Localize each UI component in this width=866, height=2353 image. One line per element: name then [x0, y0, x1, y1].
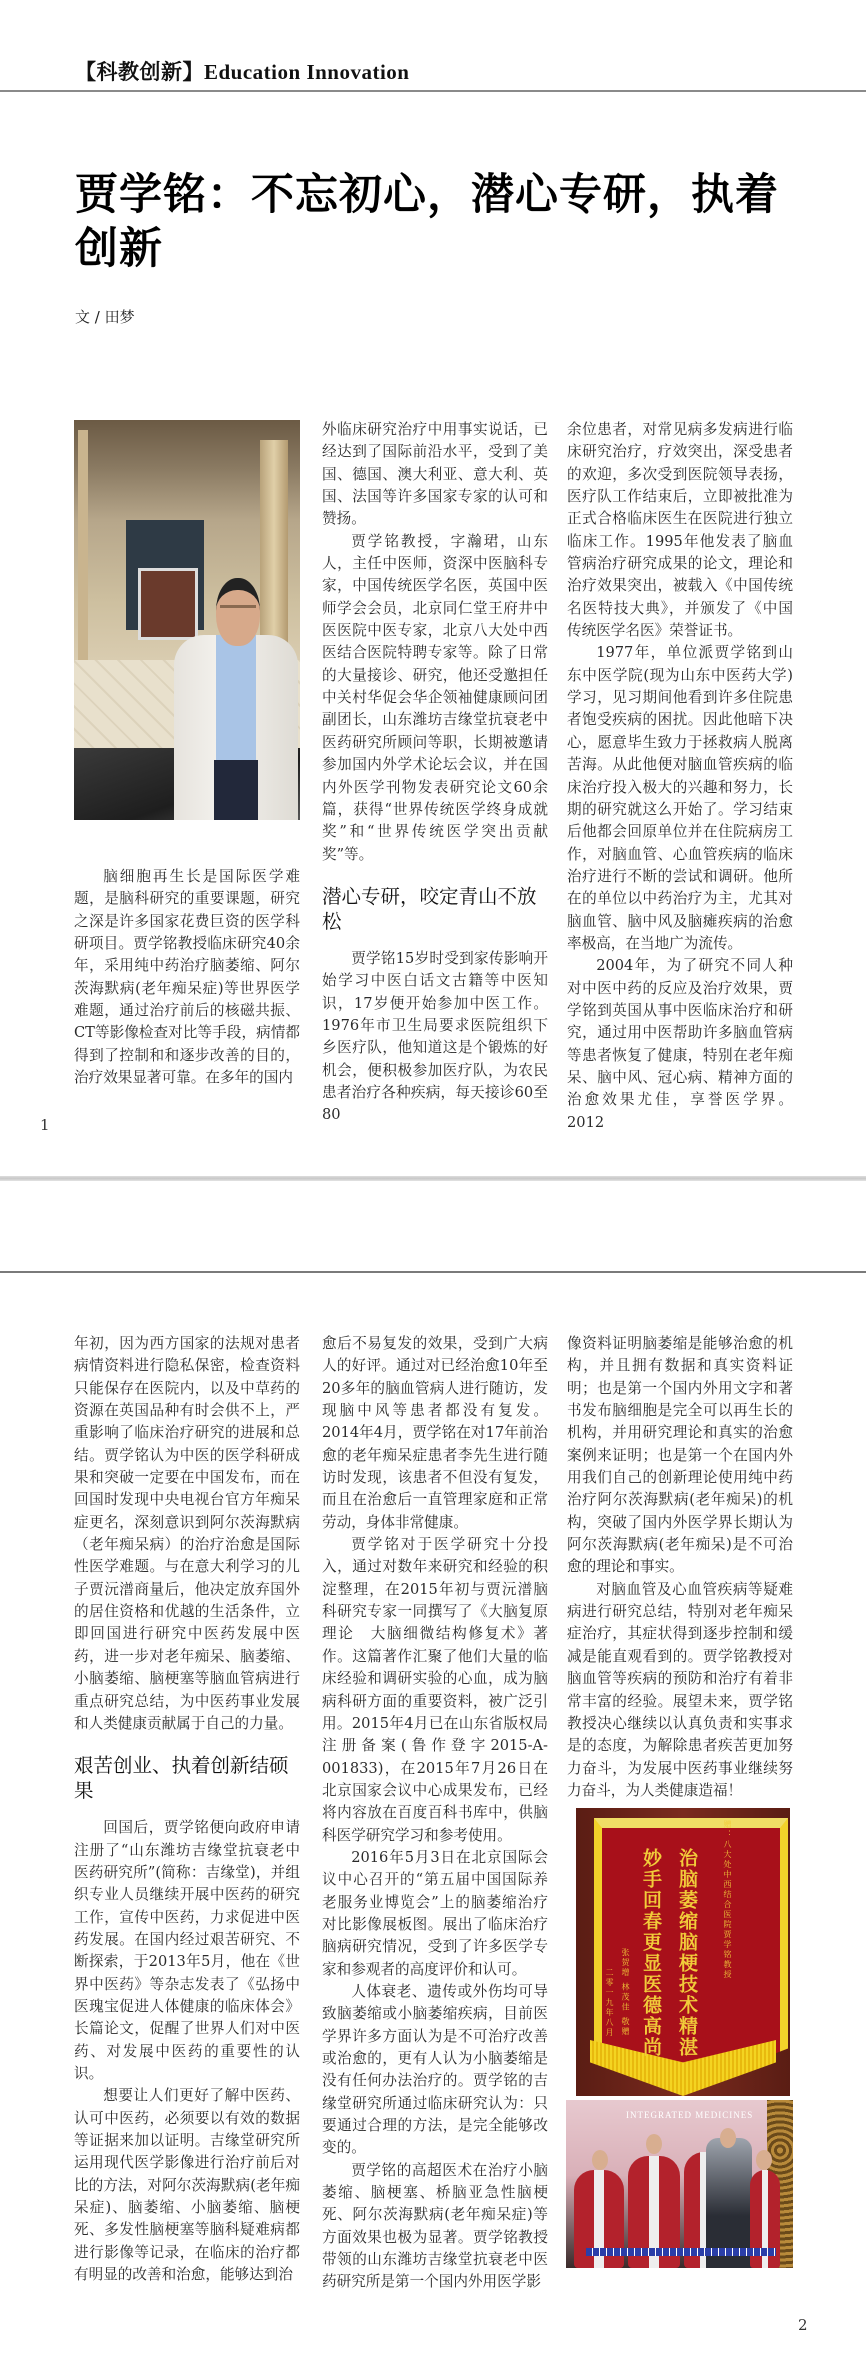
paragraph: 年初，因为西方国家的法规对患者病情资料进行隐私保密，检查资料只能保存在医院内，以及中草药的资源在英国品种有时会供不上，严重影响了临床治疗研究的进展和总结。贾学铭认为中医的医学科研成果和突破一定要在中国发布，而在回国时发现中央电视台官方年痴呆症更名，深刻意识到阿尔茨海默病（老年痴呆病）的治疗治愈是国际性医学难题。与在意大利学习的儿子贾沅潽商量后，他决定放弃国外的居住资格和优越的生活条件，立即回国进行研究中医药发展中医药，进一步对老年痴呆、脑萎缩、小脑萎缩、脑梗塞等脑血管病进行重点研究总结，为中医药事业发展和人类健康贡献属于自己的力量。 — [74, 1335, 300, 1732]
paragraph: 1977年，单位派贾学铭到山东中医学院(现为山东中医药大学)学习，见习期间他看到许多住院患者饱受疾病的困扰。因此他暗下决心，愿意毕生致力于拯救病人脱离苦海。从此他便对脑血管疾病的临床治疗投入极大的兴趣和努力，长期的研究就这么开始了。学习结束后他都会回原单位并在住院病房工作，对脑血管、心血管疾病的临床治疗进行不断的尝试和调研。他所在的单位以中药治疗为主，尤其对脑血管、脑中风及脑瘫疾病的治愈率极高，在当地广为流传。 — [567, 644, 793, 952]
banner-line-2: 妙手回春更显医德高尚 — [640, 1848, 662, 2058]
paragraph: 外临床研究治疗中用事实说话，已经达到了国际前沿水平，受到了美国、德国、澳大利亚、意大利、英国、法国等许多国家专家的认可和赞扬。 — [322, 421, 548, 528]
paragraph: 贾学铭的高超医术在治疗小脑萎缩、脑梗塞、桥脑亚急性脑梗死、阿尔茨海默病(老年痴呆症)等方面效果也极为显著。贾学铭教授带领的山东潍坊吉缘堂抗衰老中医药研究所是第一个国内外用医学影 — [322, 2161, 548, 2291]
section-header: 【科教创新】Education Innovation — [75, 60, 410, 84]
section-heading: 潜心专研，咬定青山不放松 — [322, 884, 537, 933]
paragraph: 人体衰老、遗传或外伤均可导致脑萎缩或小脑萎缩疾病，目前医学界许多方面认为是不可治疗改善或治愈的，更有人认为小脑萎缩是没有任何办法治疗的。贾学铭的吉缘堂研究所通过临床研究认为：只要通过合理的方法，是完全能够改变的。 — [322, 1982, 548, 2157]
paragraph: 2004年，为了研究不同人种对中医中药的反应及治疗效果，贾学铭到英国从事中医临床治疗和研究，通过用中医帮助许多脑血管病等患者恢复了健康，特别在老年痴呆、脑中风、冠心病、精神方面的治愈效果尤佳，享誉医学界。2012 — [567, 957, 793, 1131]
page1-column-1 — [74, 866, 300, 1089]
paragraph: 余位患者，对常见病多发病进行临床研究治疗，疗效突出，深受患者的欢迎，多次受到医院领导表扬，医疗队工作结束后，立即被批准为正式合格临床医生在医院进行独立临床工作。1995年他发表了脑血管病治疗研究成果的论文，理论和治疗效果突出，被载入《中国传统名医特技大典》，并颁发了《中国传统医学名医》荣誉证书。 — [567, 421, 793, 640]
award-ceremony-photo — [566, 2100, 793, 2268]
banner-dedication: 赠：八大处中西结合医院贾学铭教授 — [723, 1820, 732, 1980]
page2-column-3 — [567, 1333, 793, 1802]
page2-column-2 — [322, 1333, 548, 2294]
paragraph: 像资料证明脑萎缩是能够治愈的机构，并且拥有数据和真实资料证明；也是第一个国内外用文字和著书发布脑细胞是完全可以再生长的机构，并用研究理论和真实的治愈案例来证明；也是第一个在国内外用我们自己的创新理论使用纯中药治疗阿尔茨海默病(老年痴呆)的机构，突破了国内外医学界长期认为阿尔茨海默病(老年痴呆)是不可治愈的理论和事实。 — [567, 1335, 793, 1576]
paragraph: 2016年5月3日在北京国际会议中心召开的“第五届中国国际养老服务业博览会”上的脑萎缩治疗对比影像展板图。展出了临床治疗脑病研究情况，受到了许多医学专家和参观者的高度评价和认可。 — [322, 1848, 548, 1978]
paragraph: 回国后，贾学铭便向政府申请注册了“山东潍坊吉缘堂抗衰老中医药研究所”(简称：吉缘堂)，并组织专业人员继续开展中医药的研究工作，宣传中医药，力求促进中医药发展。在国内经过艰苦研究、不断探索，于2013年5月，他在《世界中医药》等杂志发表了《弘扬中医瑰宝促进人体健康的临床体会》长篇论文，促醒了世界人们对中医药、对发展中医药的重要性的认识。 — [74, 1819, 300, 2082]
page1-column-3 — [567, 419, 793, 1134]
page2-column-1 — [74, 1333, 300, 2286]
stage-text: INTEGRATED MEDICINES — [626, 2110, 754, 2120]
byline: 文 / 田梦 — [75, 308, 135, 326]
paragraph: 贾学铭教授，字瀚珺，山东人，主任中医师，资深中医脑科专家，中国传统医学名医，英国中医师学会会员，北京同仁堂王府井中医医院中医专家，北京八大处中西医结合医院特聘专家等。除了日常的大量接诊、研究，他还受邀担任中关村华促会华企领袖健康顾问团副团长，山东潍坊吉缘堂抗衰老中医药研究所顾问等职，长期被邀请参加国内外学术论坛会议，并在国内外医学刊物发表研究论文60余篇，获得“世界传统医学终身成就奖”和“世界传统医学突出贡献奖”等。 — [322, 532, 548, 863]
section-heading: 艰苦创业、执着创新结硕果 — [74, 1754, 289, 1803]
paragraph: 对脑血管及心血管疾病等疑难病进行研究总结，特别对老年痴呆症治疗，其症状得到逐步控制和缓减是能直观看到的。贾学铭教授对脑血管等疾病的预防和治疗有着非常丰富的经验。展望未来，贾学铭教授决心继续以认真负责和实事求是的态度，为解除患者疾苦更加努力奋斗，为发展中医药事业继续努力奋斗，为人类健康造福！ — [567, 1580, 793, 1799]
banner-givers: 张贺增 林茂佳 敬赠 — [621, 1948, 630, 2038]
banner-date: 二零一九年八月 — [605, 1968, 614, 2038]
article-title: 贾学铭：不忘初心，潜心专研，执着创新 — [75, 170, 779, 274]
header-divider — [0, 90, 866, 92]
page-number: 2 — [798, 2316, 808, 2334]
page1-column-2 — [322, 419, 548, 1127]
paragraph: 贾学铭15岁时受到家传影响开始学习中医白话文古籍等中医知识，17岁便开始参加中医工作。1976年市卫生局要求医院组织下乡医疗队，他知道这是个锻炼的好机会，便积极参加医疗队，为农民患者治疗各种疾病，每天接诊60至80 — [322, 949, 548, 1124]
banner-line-1: 治脑萎缩脑梗技术精湛 — [676, 1848, 698, 2058]
page-separator — [0, 1176, 866, 1181]
paragraph: 想要让人们更好了解中医药、认可中医药，必须要以有效的数据等证据来加以证明。吉缘堂研究所运用现代医学影像进行治疗前后对比的方法，对阿尔茨海默病(老年痴呆症)、脑萎缩、小脑萎缩、脑梗死、多发性脑梗塞等脑科疑难病都进行影像等记录，在临床的治疗都有明显的改善和治愈，能够达到治 — [74, 2087, 300, 2284]
paragraph: 脑细胞再生长是国际医学难题，是脑科研究的重要课题，研究之深是许多国家花费巨资的医学科研项目。贾学铭教授临床研究40余年，采用纯中药治疗脑萎缩、阿尔茨海默病(老年痴呆症)等世界医学难题，通过治疗前后的核磁共振、CT等影像检查对比等手段，病情都得到了控制和和逐步改善的目的，治疗效果显著可靠。在多年的国内 — [74, 868, 300, 1087]
page2-top-divider — [0, 1271, 866, 1273]
paragraph: 愈后不易复发的效果，受到广大病人的好评。通过对已经治愈10年至20多年的脑血管病人进行随访，发现脑中风等患者都没有复发。2014年4月，贾学铭在对17年前治愈的老年痴呆症患者李先生进行随访时发现，该患者不但没有复发，而且在治愈后一直管理家庭和正常劳动，身体非常健康。 — [322, 1335, 548, 1531]
paragraph: 贾学铭对于医学研究十分投入，通过对数年来研究和经验的积淀整理，在2015年初与贾沅潽脑科研究专家一同撰写了《大脑复原理论 大脑细微结构修复术》著作。这篇著作汇聚了他们大量的临床经验和调研实验的心血，成为脑病科研方面的重要资料，被广泛引用。2015年4月已在山东省版权局注册备案(鲁作登字2015-A-001833)，在2015年7月26日在北京国家会议中心成果发布，已经将内容放在百度百科书库中，供脑科医学研究学习和参考使用。 — [322, 1536, 548, 1844]
photo-caption-strip — [586, 2248, 776, 2256]
portrait-photo — [74, 420, 300, 820]
page-number: 1 — [40, 1116, 50, 1134]
honor-banner-photo — [576, 1808, 790, 2096]
